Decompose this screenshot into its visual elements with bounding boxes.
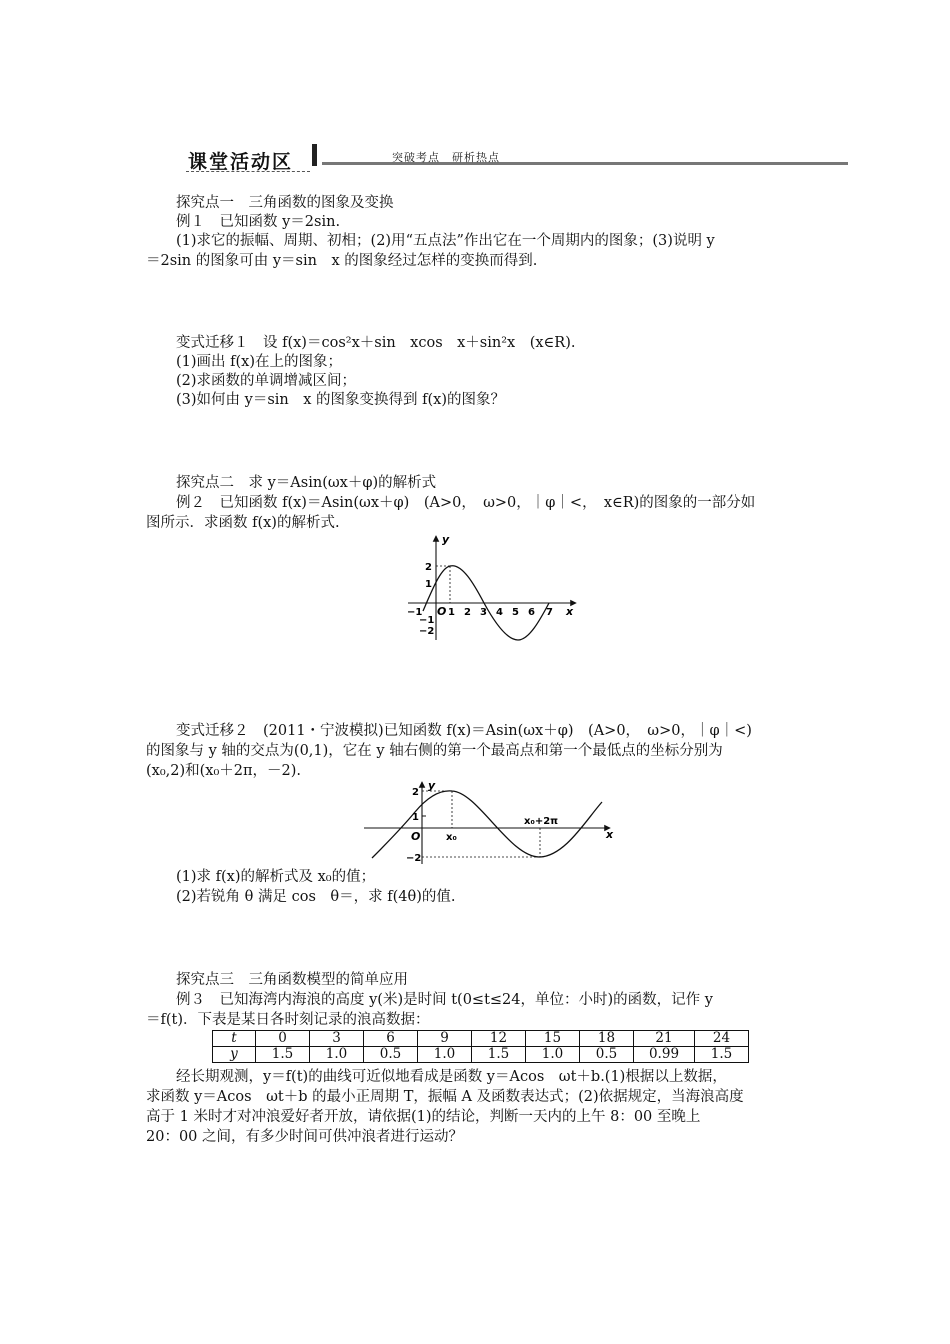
y-axis-label: y [442,533,450,546]
example1-label: 例１ 已知函数 [176,214,278,230]
origin-label: O [411,830,421,843]
banner-bar [312,144,317,166]
x0-label: x₀ [446,832,457,843]
table-cell: 24 [695,1031,749,1047]
x-axis-label: x [566,605,574,618]
x-tick-label: 5 [512,607,519,618]
example1-formula: y＝2sin. [282,214,341,230]
y-tick-label: −2 [406,853,422,864]
banner-dashed-underline [186,171,310,172]
variant1-item3: (3)如何由 y＝sin x 的图象变换得到 f(x)的图象？ [176,392,506,408]
banner-subtitle: 突破考点 研析热点 [392,151,500,164]
x-tick-label: 4 [496,607,503,618]
table-row-t [213,1031,749,1047]
table-cell: 0.99 [634,1047,695,1063]
sec2-heading: 探究点二 求 y＝Asin(ωx＋φ)的解析式 [176,475,437,491]
y-tick-label: 1 [425,579,432,590]
x-tick-label: −1 [407,607,423,618]
example3-line2: ＝f(t)．下表是某日各时刻记录的浪高数据： [146,1012,430,1028]
x-tick-label: 1 [448,607,455,618]
y-axis-label: y [428,780,436,792]
table-cell: 12 [472,1031,526,1047]
example1-question-line1: (1)求它的振幅、周期、初相；(2)用“五点法”作出它在一个周期内的图象；(3)说明 y [176,233,715,249]
y-tick-label: 2 [425,562,432,573]
example2-line1: 例２ 已知函数 f(x)＝Asin(ωx＋φ) (A>0， ω>0，｜φ｜<， x∈R)的图象的一部分如 [176,495,756,511]
variant2-item1: (1)求 f(x)的解析式及 x₀的值； [176,869,376,885]
origin-label: O [437,605,447,618]
x-tick-label: 2 [464,607,471,618]
variant2-line1: 变式迁移２ (2011・宁波模拟)已知函数 f(x)＝Asin(ωx＋φ) (A>0， ω>0，｜φ｜<) [176,723,752,739]
table-cell: 15 [526,1031,580,1047]
y-tick-label: 2 [412,787,419,798]
table-cell: 0.5 [580,1047,634,1063]
example2-sine-graph [400,532,585,642]
table-cell: 0.5 [364,1047,418,1063]
variant2-line3: (x₀,2)和(x₀＋2π，－2). [146,763,302,779]
table-cell: 1.5 [472,1047,526,1063]
variant1-item2: (2)求函数的单调增减区间； [176,373,357,389]
table-cell: 9 [418,1031,472,1047]
x-axis-label: x [606,828,614,841]
y-tick-label: −2 [419,626,435,637]
table-cell: 1.0 [310,1047,364,1063]
section-banner-title: 课堂活动区 [188,151,294,173]
table-cell: 0 [256,1031,310,1047]
variant1-title: 变式迁移１ 设 f(x)＝cos²x＋sin xcos x＋sin²x (x∈R). [176,335,576,351]
variant2-line2: 的图象与 y 轴的交点为(0,1)，它在 y 轴右侧的第一个最高点和第一个最低点的坐标分别为 [146,743,723,759]
table-cell: 1.0 [526,1047,580,1063]
example3-paragraph-line4: 20：00 之间，有多少时间可供冲浪者进行运动？ [146,1129,464,1145]
table-cell: y [213,1047,256,1063]
table-cell: 1.0 [418,1047,472,1063]
table-cell: t [213,1031,256,1047]
example3-paragraph-line1: 经长期观测，y＝f(t)的曲线可近似地看成是函数 y＝Acos ωt＋b.(1)根据以上数据， [176,1069,727,1085]
variant1-item1: (1)画出 f(x)在上的图象； [176,354,343,370]
example1-question-line2: ＝2sin 的图象可由 y＝sin x 的图象经过怎样的变换而得到. [146,253,538,269]
table-cell: 21 [634,1031,695,1047]
variant2-sine-graph [360,780,618,866]
table-cell: 18 [580,1031,634,1047]
sec1-heading: 探究点一 三角函数的图象及变换 [176,195,394,211]
example3-line1: 例３ 已知海湾内海浪的高度 y(米)是时间 t(0≤t≤24，单位：小时)的函数，记作 y [176,992,713,1008]
sine-curve [372,791,602,858]
example3-paragraph-line3: 高于 1 米时才对冲浪爱好者开放，请依据(1)的结论，判断一天内的上午 8：00 至晚上 [146,1109,701,1125]
variant2-item2: (2)若锐角 θ 满足 cos θ＝，求 f(4θ)的值. [176,889,456,905]
example3-paragraph-line2: 求函数 y＝Acos ωt＋b 的最小正周期 T，振幅 A 及函数表达式；(2)依据规定，当海浪高度 [146,1089,744,1105]
x-tick-label: 3 [480,607,487,618]
wave-height-table [212,1030,749,1063]
table-cell: 3 [310,1031,364,1047]
x-tick-label: 6 [528,607,535,618]
table-cell: 6 [364,1031,418,1047]
sec3-heading: 探究点三 三角函数模型的简单应用 [176,972,408,988]
x0-plus-2pi-label: x₀+2π [524,816,559,827]
table-row-y [213,1047,749,1063]
example2-line2: 图所示．求函数 f(x)的解析式. [146,515,340,531]
y-tick-label: 1 [412,812,419,823]
table-cell: 1.5 [695,1047,749,1063]
y-tick-label: −1 [419,615,435,626]
table-cell: 1.5 [256,1047,310,1063]
example1-line [176,213,340,232]
x-tick-label: 7 [546,607,553,618]
